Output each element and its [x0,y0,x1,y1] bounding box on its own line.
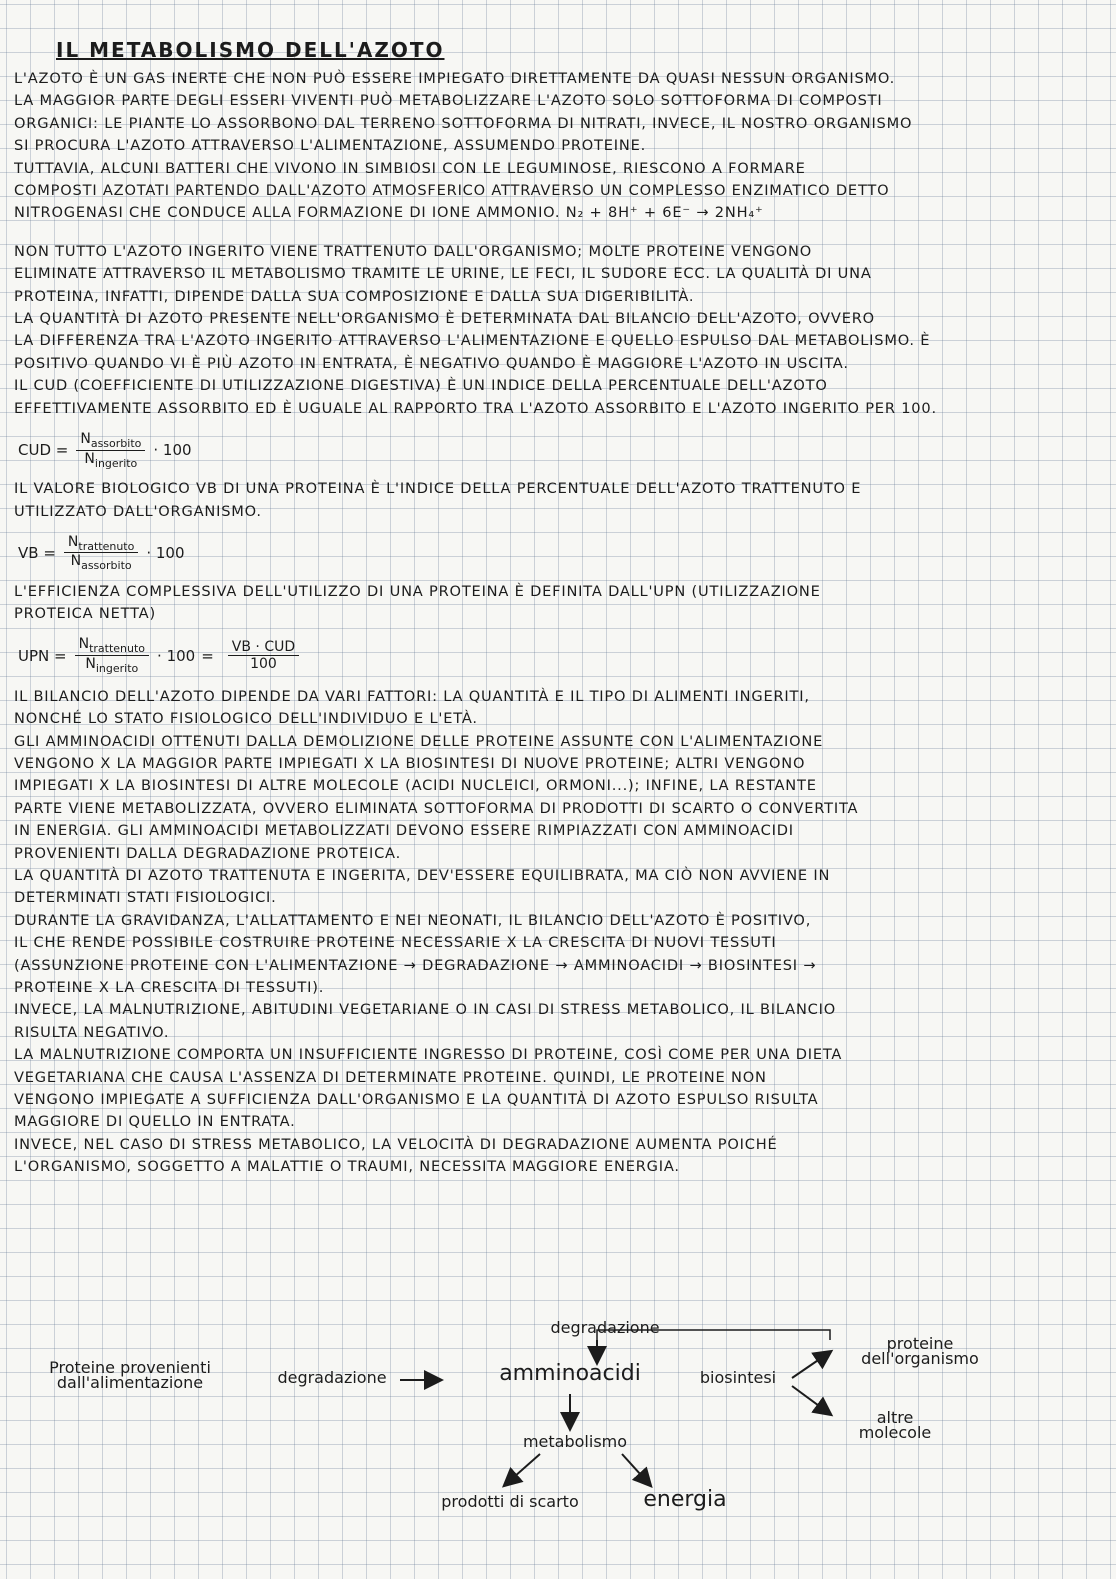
fraction-numerator: $N_{trattenuto}$ [64,534,138,554]
text-line: IL CHE RENDE POSSIBILE COSTRUIRE PROTEINE NECESSARIE X LA CRESCITA DI NUOVI TESSUTI [14,934,777,952]
text-line: COMPOSTI AZOTATI PARTENDO DALL'AZOTO ATMOSFERICO ATTRAVERSO UN COMPLESSO ENZIMATICO DETTO [14,182,890,200]
text-line: NONCHÉ LO STATO FISIOLOGICO DELL'INDIVIDUO E L'ETÀ. [14,710,478,728]
arrow-altre-molecole [792,1386,830,1414]
formula-multiplier: · 100 [157,646,196,665]
fraction [64,534,138,573]
text-line: L'ORGANISMO, SOGGETTO A MALATTIE O TRAUMI, NECESSITA MAGGIORE ENERGIA. [14,1158,680,1176]
text-line: L'EFFICIENZA COMPLESSIVA DELL'UTILIZZO DI UNA PROTEINA È DEFINITA DALL'UPN (UTILIZZAZIONE [14,582,821,600]
text-line: RISULTA NEGATIVO. [14,1023,170,1041]
page-title: IL METABOLISMO DELL'AZOTO [56,38,445,62]
fraction-numerator: $N_{assorbito}$ [76,431,145,451]
paragraph-bilancio [14,241,1106,420]
arrow-energia [622,1454,650,1485]
text-line: INVECE, NEL CASO DI STRESS METABOLICO, LA VELOCITÀ DI DEGRADAZIONE AUMENTA POICHÉ [14,1135,778,1153]
paragraph-vb [14,478,1106,523]
text-line: NON TUTTO L'AZOTO INGERITO VIENE TRATTENUTO DALL'ORGANISMO; MOLTE PROTEINE VENGONO [14,242,812,260]
equals-sign: = [201,646,214,665]
text-line: POSITIVO QUANDO VI È PIÙ AZOTO IN ENTRATA, È NEGATIVO QUANDO È MAGGIORE L'AZOTO IN USCITA. [14,354,849,372]
text-line: IL CUD (COEFFICIENTE DI UTILIZZAZIONE DIGESTIVA) È UN INDICE DELLA PERCENTUALE DELL'AZOTO [14,377,828,395]
label-biosintesi: biosintesi [699,1368,777,1387]
paragraph-fattori [14,686,1106,1179]
text-line: VENGONO IMPIEGATE A SUFFICIENZA DALL'ORGANISMO E LA QUANTITÀ DI AZOTO ESPULSO RISULTA [14,1091,819,1109]
text-line: PROTEINE X LA CRESCITA DI TESSUTI). [14,979,325,996]
node-prodotti-scarto: prodotti di scarto [441,1492,579,1511]
fraction-denominator: $N_{assorbito}$ [70,553,132,573]
text-line: IMPIEGATI X LA BIOSINTESI DI ALTRE MOLECOLE (ACIDI NUCLEICI, ORMONI...); INFINE, LA RESTANTE [14,777,817,795]
text-line: MAGGIORE DI QUELLO IN ENTRATA. [14,1113,296,1131]
text-line: IN ENERGIA. GLI AMMINOACIDI METABOLIZZATI DEVONO ESSERE RIMPIAZZATI CON AMMINOACIDI [14,822,794,840]
formula-upn [18,634,1106,678]
flow-diagram [0,1310,1116,1570]
text-line: TUTTAVIA, ALCUNI BATTERI CHE VIVONO IN SIMBIOSI CON LE LEGUMINOSE, RIESCONO A FORMARE [14,159,806,177]
text-line: NITROGENASI CHE CONDUCE ALLA FORMAZIONE DI IONE AMMONIO. N₂ + 8H⁺ + 6E⁻ → 2NH₄⁺ [14,204,764,222]
paragraph-upn [14,581,1106,626]
text-line: SI PROCURA L'AZOTO ATTRAVERSO L'ALIMENTAZIONE, ASSUMENDO PROTEINE. [14,137,647,155]
node-proteine-organismo: proteine dell'organismo [861,1334,979,1368]
text-line: LA QUANTITÀ DI AZOTO TRATTENUTA E INGERITA, DEV'ESSERE EQUILIBRATA, MA CIÒ NON AVVIENE IN [14,866,831,884]
text-line: ORGANICI: LE PIANTE LO ASSORBONO DAL TERRENO SOTTOFORMA DI NITRATI, INVECE, IL NOSTRO ORGANISMO [14,114,913,132]
text-line: LA MAGGIOR PARTE DEGLI ESSERI VIVENTI PUÒ METABOLIZZARE L'AZOTO SOLO SOTTOFORMA DI COMPOSTI [14,92,883,110]
text-line: LA DIFFERENZA TRA L'AZOTO INGERITO ATTRAVERSO L'ALIMENTAZIONE E QUELLO ESPULSO DAL METABOLISMO. È [14,332,931,350]
node-metabolismo: metabolismo [522,1432,628,1451]
text-line: ELIMINATE ATTRAVERSO IL METABOLISMO TRAMITE LE URINE, LE FECI, IL SUDORE ECC. LA QUALITÀ DI UNA [14,265,872,283]
formula-multiplier: · 100 [153,441,192,460]
arrow-proteine [792,1352,830,1378]
text-line: DETERMINATI STATI FISIOLOGICI. [14,889,277,907]
node-source: Proteine provenienti dall'alimentazione [49,1358,211,1392]
text-line: PROTEINA, INFATTI, DIPENDE DALLA SUA COMPOSIZIONE E DALLA SUA DIGERIBILITÀ. [14,287,695,305]
formula-lhs: VB = [18,543,56,562]
text-line: GLI AMMINOACIDI OTTENUTI DALLA DEMOLIZIONE DELLE PROTEINE ASSUNTE CON L'ALIMENTAZIONE [14,732,824,750]
fraction-denominator: $N_{ingerito}$ [85,656,139,676]
paragraph-intro [14,68,1106,225]
text-line: IL BILANCIO DELL'AZOTO DIPENDE DA VARI FATTORI: LA QUANTITÀ E IL TIPO DI ALIMENTI INGERITI, [14,687,810,705]
text-line: EFFETTIVAMENTE ASSORBITO ED È UGUALE AL RAPPORTO TRA L'AZOTO ASSORBITO E L'AZOTO INGERITO PER 100. [14,399,937,417]
formula-multiplier: · 100 [146,543,185,562]
formula-vb [18,531,1106,575]
formula-lhs: CUD = [18,441,69,460]
text-line: DURANTE LA GRAVIDANZA, L'ALLATTAMENTO E NEI NEONATI, IL BILANCIO DELL'AZOTO È POSITIVO, [14,911,812,929]
node-energia: energia [643,1487,727,1512]
fraction-numerator: $N_{trattenuto}$ [75,636,149,656]
node-altre-molecole: altre molecole [858,1408,932,1442]
text-line: VEGETARIANA CHE CAUSA L'ASSENZA DI DETERMINATE PROTEINE. QUINDI, LE PROTEINE NON [14,1068,767,1086]
text-line: LA MALNUTRIZIONE COMPORTA UN INSUFFICIENTE INGRESSO DI PROTEINE, COSÌ COME PER UNA DIETA [14,1046,843,1064]
text-line: IL VALORE BIOLOGICO VB DI UNA PROTEINA È L'INDICE DELLA PERCENTUALE DELL'AZOTO TRATTENUTO E [14,480,862,498]
node-amminoacidi: amminoacidi [499,1361,641,1386]
fraction-numerator: VB · CUD [228,639,299,656]
text-line: LA QUANTITÀ DI AZOTO PRESENTE NELL'ORGANISMO È DETERMINATA DAL BILANCIO DELL'AZOTO, OVVERO [14,310,875,328]
fraction [75,636,149,675]
fraction [76,431,145,470]
text-line: PARTE VIENE METABOLIZZATA, OVVERO ELIMINATA SOTTOFORMA DI PRODOTTI DI SCARTO O CONVERTITA [14,799,859,817]
text-line: INVECE, LA MALNUTRIZIONE, ABITUDINI VEGETARIANE O IN CASI DI STRESS METABOLICO, IL BILANCIO [14,1001,837,1019]
arrow-scarto [505,1454,540,1485]
text-line: UTILIZZATO DALL'ORGANISMO. [14,502,262,520]
text-line: VENGONO X LA MAGGIOR PARTE IMPIEGATI X LA BIOSINTESI DI NUOVE PROTEINE; ALTRI VENGONO [14,754,806,772]
text-line: (ASSUNZIONE PROTEINE CON L'ALIMENTAZIONE → DEGRADAZIONE → AMMINOACIDI → BIOSINTESI → [14,956,817,974]
notes-text [14,38,1106,1187]
fraction-denominator: 100 [250,656,277,673]
label-top-degradazione: degradazione [550,1318,660,1337]
formula-cud [18,428,1106,472]
text-line: L'AZOTO È UN GAS INERTE CHE NON PUÒ ESSERE IMPIEGATO DIRETTAMENTE DA QUASI NESSUN ORGANISMO. [14,70,896,87]
text-line: PROVENIENTI DALLA DEGRADAZIONE PROTEICA. [14,844,402,862]
fraction [228,639,299,672]
fraction-denominator: $N_{ingerito}$ [84,450,138,470]
label-degradazione: degradazione [277,1368,387,1387]
formula-lhs: UPN = [18,646,67,665]
text-line: PROTEICA NETTA) [14,605,156,623]
